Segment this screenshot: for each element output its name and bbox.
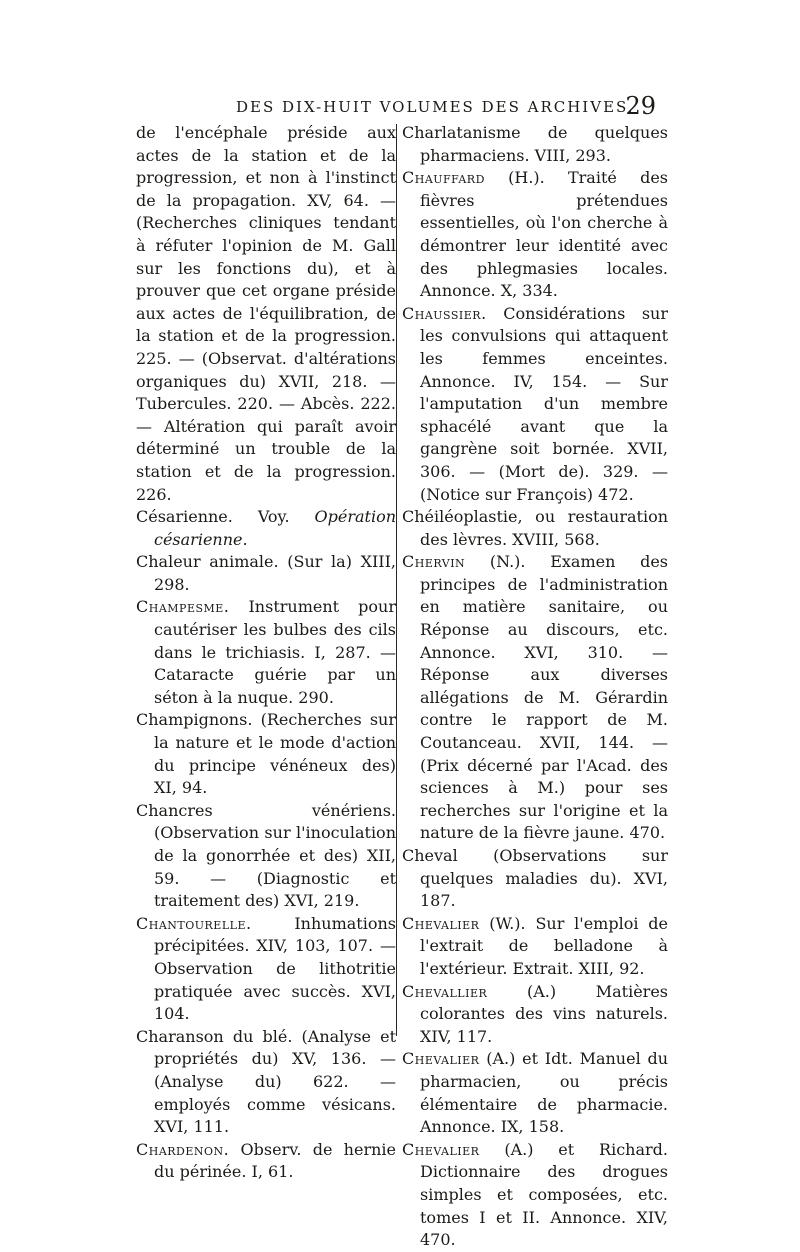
running-title: DES DIX-HUIT VOLUMES DES ARCHIVES. [236,98,635,116]
index-entry: Chéiléoplastie, ou restauration des lèvres. XVIII, 568. [402,507,668,549]
index-entry: Cheval (Observations sur quelques maladies du). XVI, 187. [402,846,668,911]
entry-author: Chervin [402,552,466,572]
entry-author: Chevalier [402,1049,480,1069]
page-number: 29 [625,92,656,120]
index-entry: Chauffard (H.). Traité des fièvres prétendues essentielles, où l'on cherche à démontrer leur identité avec des phlegmasies locales. Annonce. X, 334. [402,168,668,301]
index-entry: Chevalier (W.). Sur l'emploi de l'extrait de belladone à l'extérieur. Extrait. XIII, 92. [402,913,668,978]
entry-author: Chevallier [402,981,488,1001]
entry-author: Chantourelle. [136,913,252,933]
page-header [136,92,656,122]
entry-author: Chauffard [402,168,485,188]
entry-term: Césarienne. [136,507,233,527]
index-entry: Champignons. (Recherches sur la nature et le mode d'action du principe vénéneux des) XI, 94. [136,710,396,798]
entry-term: Charanson du blé. [136,1026,293,1046]
index-entry: Chevallier (A.) Matières colorantes des vins naturels. XIV, 117. [402,981,668,1046]
index-entry: Champesme. Instrument pour cautériser les bulbes des cils dans le trichiasis. I, 287. — Cataracte guérie par un séton à la nuque. 290. [136,597,396,707]
left-column [136,122,396,1184]
entry-term: Chéiléoplastie [402,507,518,527]
entry-author: Chaussier. [402,303,487,323]
entry-term: Charlatanisme [402,123,521,142]
index-entry: de l'encéphale préside aux actes de la station et de la progression, et non à l'instinct de la propagation. XV, 64. — (Recherches cliniques tendant à réfuter l'opinion de M. Gall sur les fonctions du), et à prouver que cet organe préside aux actes de l'équilibration, de la station et de la progression. 225. — (Observat. d'altérations organiques du) XVII, 218. — Tubercules. 220. — Abcès. 222. — Altération qui paraît avoir déterminé un trouble de la station et de la progression. 226. [136,123,396,504]
entry-author: Chevalier [402,913,480,933]
index-entry: Charanson du blé. (Analyse et propriétés du) XV, 136. — (Analyse du) 622. — employés comme vésicans. XVI, 111. [136,1026,396,1137]
entry-term: Champignons. [136,710,253,730]
entry-term: Cheval [402,846,458,865]
index-entry: Chervin (N.). Examen des principes de l'administration en matière sanitaire, ou Réponse au discours, etc. Annonce. XVI, 310. — Réponse aux diverses allégations de M. Gérardin contre le rapport de M. Coutanceau. XVII, 144. — (Prix décerné par l'Acad. des sciences à M.) pour ses recherches sur l'origine et la nature de la fièvre jaune. 470. [402,552,668,843]
entry-author: Chevalier [402,1139,480,1159]
entry-term: Chaleur animale. [136,552,279,572]
index-entry: Chaleur animale. (Sur la) XIII, 298. [136,552,396,594]
column-divider [396,124,397,1036]
entry-term: Chancres vénériens. [136,800,396,820]
entry-author: Chardenon. [136,1139,230,1159]
entry-author: Champesme. [136,597,230,617]
index-entry: Chantourelle. Inhumations précipitées. XIV, 103, 107. — Observation de lithotritie pratiquée avec succès. XVI, 104. [136,913,396,1024]
right-column [402,122,668,1252]
index-entry: Chaussier. Considérations sur les convulsions qui attaquent les femmes enceintes. Annonce. IV, 154. — Sur l'amputation d'un membre sphacélé avant que la gangrène soit bornée. XVII, 306. — (Mort de). 329. — (Notice sur François) 472. [402,303,668,504]
index-entry: Césarienne. Voy. Opération césarienne. [136,507,396,549]
index-entry: Chevalier (A.) et Richard. Dictionnaire des drogues simples et composées, etc. tomes I et II. Annonce. XIV, 470. [402,1139,668,1250]
index-entry: Chevalier (A.) et Idt. Manuel du pharmacien, ou précis élémentaire de pharmacie. Annonce. IX, 158. [402,1049,668,1137]
index-entry: Charlatanisme de quelques pharmaciens. VIII, 293. [402,123,668,165]
index-entry: Chancres vénériens. (Observation sur l'inoculation de la gonorrhée et des) XII, 59. — (Diagnostic et traitement des) XVI, 219. [136,800,396,911]
index-entry: Chardenon. Observ. de hernie du périnée. I, 61. [136,1139,396,1182]
